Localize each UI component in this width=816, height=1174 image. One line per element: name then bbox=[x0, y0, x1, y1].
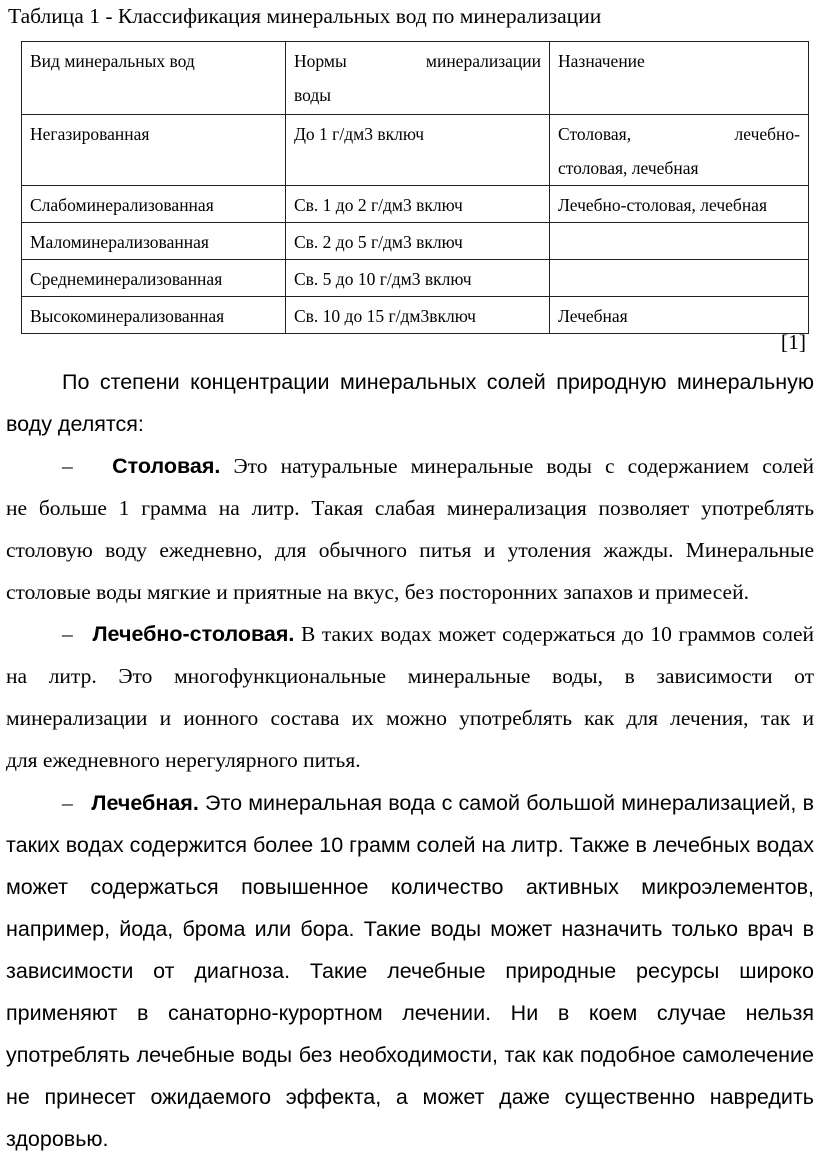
cell-norm: Св. 5 до 10 г/дм3 включ bbox=[286, 260, 550, 297]
item-line: столовые воды мягкие и приятные на вкус, без посторонних запахов и примесей. bbox=[6, 580, 749, 604]
cell-type: Негазированная bbox=[22, 115, 286, 186]
item-line: применяют в санаторно-курортном лечении. Ни в коем случае нельзя bbox=[6, 1001, 814, 1025]
cell-norm: Св. 1 до 2 г/дм3 включ bbox=[286, 186, 550, 223]
item-line: В таких водах может содержаться до 10 граммов солей bbox=[300, 622, 815, 646]
cell-purpose bbox=[550, 260, 809, 297]
item-line: может содержаться повышенное количество активных микроэлементов, bbox=[6, 875, 814, 899]
table-row bbox=[22, 297, 809, 334]
cell-type: Слабоминерализованная bbox=[22, 186, 286, 223]
term-medical-table-water: Лечебно-столовая. bbox=[92, 622, 295, 646]
item-line: например, йода, брома или бора. Такие воды может назначить только врач в bbox=[6, 917, 814, 941]
item-line: столовую воду ежедневно, для обычного питья и утоления жажды. Минеральные bbox=[6, 538, 814, 562]
header-type bbox=[22, 42, 286, 115]
header-norm-label-1: Нормы минерализации bbox=[294, 51, 541, 71]
item-line: не больше 1 грамма на литр. Такая слабая минерализация позволяет употреблять bbox=[6, 496, 814, 520]
cell-norm: До 1 г/дм3 включ bbox=[286, 115, 550, 186]
item-line: здоровью. bbox=[6, 1127, 109, 1151]
header-type-label: Вид минеральных вод bbox=[30, 51, 195, 71]
item-line: на литр. Это многофункциональные минеральные воды, в зависимости от bbox=[6, 664, 814, 688]
item-line: не принесет ожидаемого эффекта, а может даже существенно навредить bbox=[6, 1085, 814, 1109]
table-caption: Таблица 1 - Классификация минеральных вод по минерализации bbox=[8, 4, 602, 28]
header-purpose-label: Назначение bbox=[558, 51, 645, 71]
cell-purpose-line-2: столовая, лечебная bbox=[558, 158, 699, 178]
cell-purpose: Лечебно-столовая, лечебная bbox=[550, 186, 809, 223]
cell-purpose-line-1: Столовая, лечебно- bbox=[558, 124, 800, 144]
source-reference: [1] bbox=[780, 330, 806, 354]
header-norm bbox=[286, 42, 550, 115]
term-table-water: Столовая. bbox=[112, 454, 221, 478]
cell-type: Маломинерализованная bbox=[22, 223, 286, 260]
intro-line: воду делятся: bbox=[6, 412, 144, 436]
list-item-table-water: – Столовая. Это натуральные минеральные воды с содержанием солей bbox=[62, 454, 815, 478]
cell-type: Среднеминерализованная bbox=[22, 260, 286, 297]
cell-purpose: Лечебная bbox=[550, 297, 809, 334]
table-row bbox=[22, 186, 809, 223]
item-line: зависимости от диагноза. Такие лечебные природные ресурсы широко bbox=[6, 959, 814, 983]
table-row bbox=[22, 223, 809, 260]
classification-table bbox=[21, 41, 809, 334]
item-line: для ежедневного нерегулярного питья. bbox=[6, 748, 361, 772]
item-line: Это натуральные минеральные воды с содержанием солей bbox=[233, 454, 815, 478]
cell-type: Высокоминерализованная bbox=[22, 297, 286, 334]
cell-purpose bbox=[550, 115, 809, 186]
header-purpose bbox=[550, 42, 809, 115]
item-line: Это минеральная вода с самой большой минерализацией, в bbox=[205, 791, 814, 815]
header-norm-label-2: воды bbox=[294, 85, 332, 105]
intro-line: По степени концентрации минеральных солей природную минеральную bbox=[62, 370, 814, 394]
item-line: таких водах содержится более 10 грамм солей на литр. Также в лечебных водах bbox=[6, 833, 814, 857]
table-row bbox=[22, 260, 809, 297]
cell-norm: Св. 2 до 5 г/дм3 включ bbox=[286, 223, 550, 260]
table-row bbox=[22, 115, 809, 186]
cell-norm: Св. 10 до 15 г/дм3включ bbox=[286, 297, 550, 334]
list-item-medical-water: – Лечебная. Это минеральная вода с самой большой минерализацией, в bbox=[62, 791, 814, 815]
table-header-row bbox=[22, 42, 809, 115]
list-item-medical-table-water: – Лечебно-столовая. В таких водах может содержаться до 10 граммов солей bbox=[62, 622, 815, 646]
item-line: минерализации и ионного состава их можно употреблять как для лечения, так и bbox=[6, 706, 814, 730]
cell-purpose bbox=[550, 223, 809, 260]
term-medical-water: Лечебная. bbox=[91, 791, 199, 815]
item-line: употреблять лечебные воды без необходимости, так как подобное самолечение bbox=[6, 1043, 814, 1067]
